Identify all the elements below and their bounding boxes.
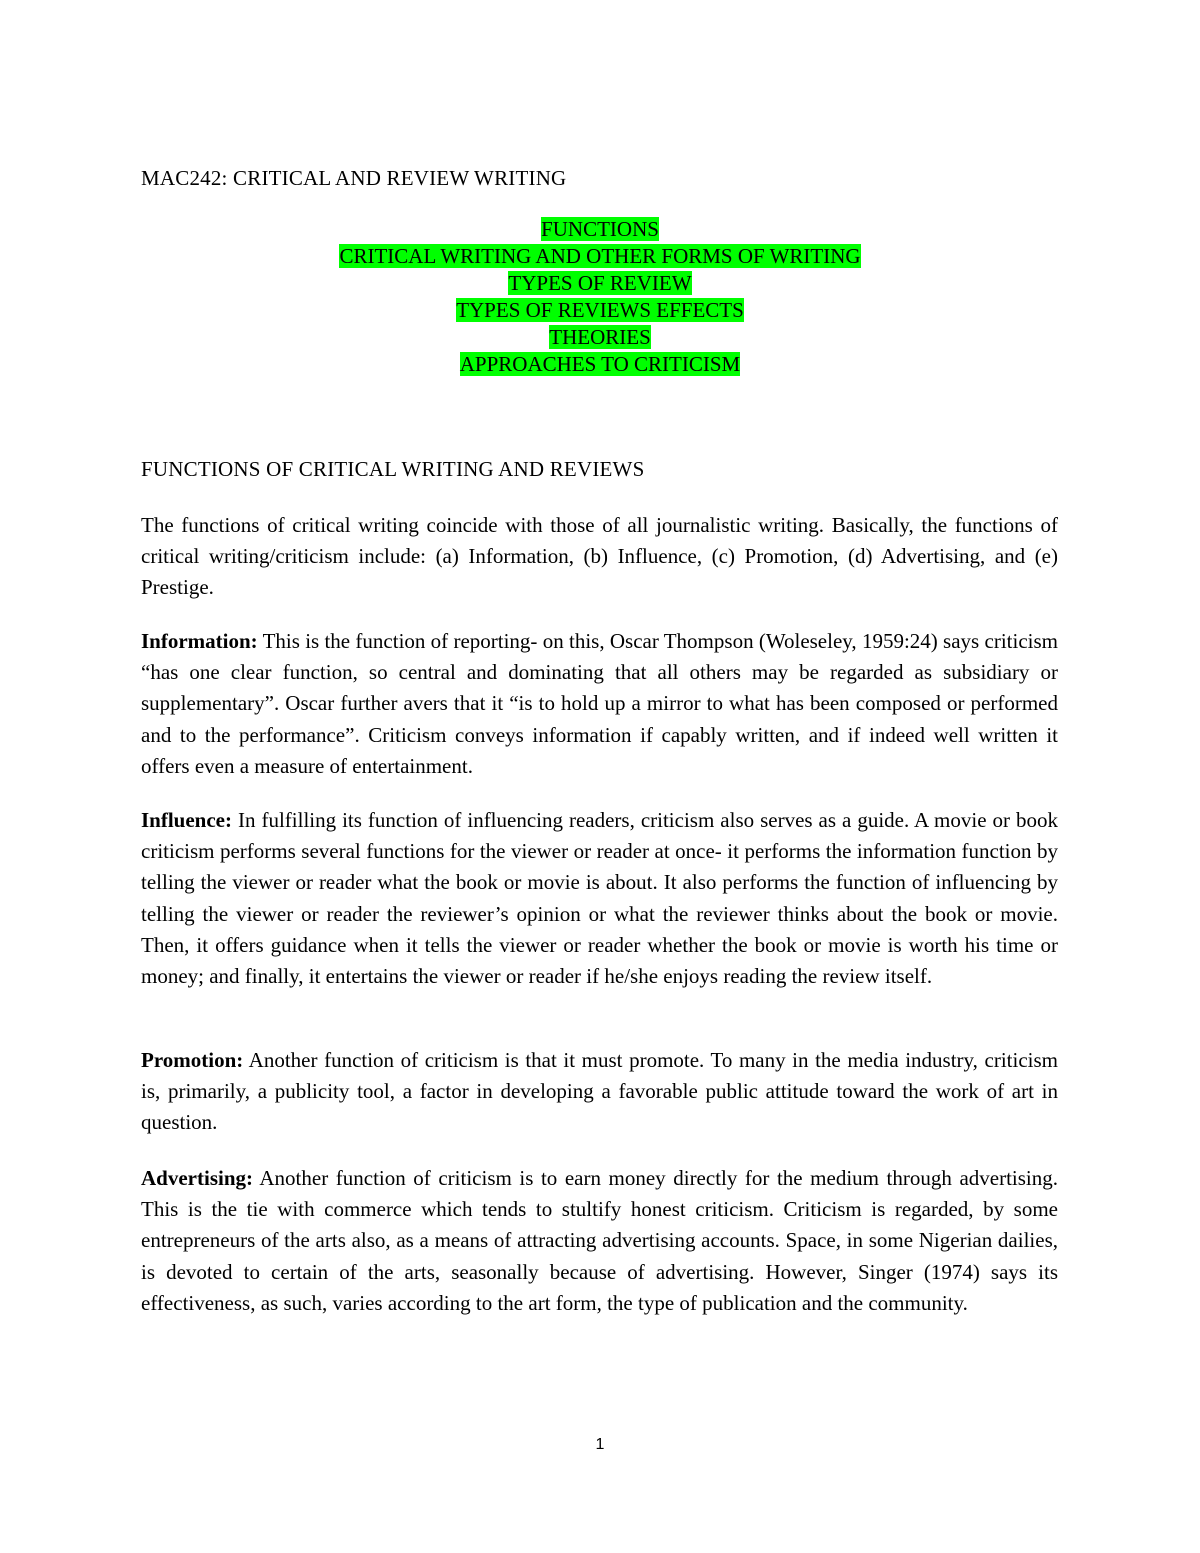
topic-item — [141, 216, 1059, 243]
paragraph-text: Another function of criticism is that it must promote. To many in the media industry, criticism is, primarily, a publicity tool, a factor in developing a favorable public attitude toward the work of art in question. — [141, 1048, 1058, 1135]
paragraph-lead: Influence: — [141, 808, 232, 832]
topic-label: CRITICAL WRITING AND OTHER FORMS OF WRITING — [339, 244, 861, 268]
intro-paragraph: The functions of critical writing coincide with those of all journalistic writing. Basically, the functions of critical writing/criticism include: (a) Information, (b) Influence, (c) Promotion, (d) Advertising, and (e) Prestige. — [141, 513, 1058, 600]
information-paragraph — [141, 626, 1058, 782]
advertising-paragraph — [141, 1163, 1058, 1319]
paragraph-text: Another function of criticism is to earn money directly for the medium through advertising. This is the tie with commerce which tends to stultify honest criticism. Criticism is regarded, by some entrepreneurs of the arts also, as a means of attracting advertising accounts. Space, in some Nigerian dailies, is devoted to certain of the arts, seasonally because of advertising. However, Singer (1974) says its effectiveness, as such, varies according to the art form, the type of publication and the community. — [141, 1166, 1058, 1315]
topic-label: THEORIES — [549, 325, 651, 349]
topic-label: TYPES OF REVIEW — [508, 271, 692, 295]
course-title: MAC242: CRITICAL AND REVIEW WRITING — [141, 166, 567, 190]
page-number: 1 — [595, 1436, 605, 1453]
section-heading: FUNCTIONS OF CRITICAL WRITING AND REVIEWS — [141, 457, 645, 481]
topic-label: FUNCTIONS — [541, 217, 659, 241]
topics-list — [141, 216, 1059, 378]
paragraph-text: This is the function of reporting- on this, Oscar Thompson (Woleseley, 1959:24) says criticism “has one clear function, so central and dominating that all others may be regarded as subsidiary or supplementary”. Oscar further avers that it “is to hold up a mirror to what has been composed or performed and to the performance”. Criticism conveys information if capably written, and if indeed well written it offers even a measure of entertainment. — [141, 629, 1058, 778]
topic-label: APPROACHES TO CRITICISM — [459, 352, 741, 376]
paragraph-text: In fulfilling its function of influencing readers, criticism also serves as a guide. A movie or book criticism performs several functions for the viewer or reader at once- it performs the information function by telling the viewer or reader what the book or movie is about. It also performs the function of influencing by telling the viewer or reader the reviewer’s opinion or what the reviewer thinks about the book or movie. Then, it offers guidance when it tells the viewer or reader whether the book or movie is worth his time or money; and finally, it entertains the viewer or reader if he/she enjoys reading the review itself. — [141, 808, 1058, 989]
paragraph-lead: Information: — [141, 629, 258, 653]
paragraph-lead: Advertising: — [141, 1166, 253, 1190]
topic-item — [141, 351, 1059, 378]
topic-label: TYPES OF REVIEWS EFFECTS — [456, 298, 744, 322]
topic-item — [141, 270, 1059, 297]
paragraph-lead: Promotion: — [141, 1048, 244, 1072]
topic-item — [141, 324, 1059, 351]
topic-item — [141, 297, 1059, 324]
topic-item — [141, 243, 1059, 270]
influence-paragraph — [141, 805, 1058, 992]
promotion-paragraph — [141, 1045, 1058, 1139]
